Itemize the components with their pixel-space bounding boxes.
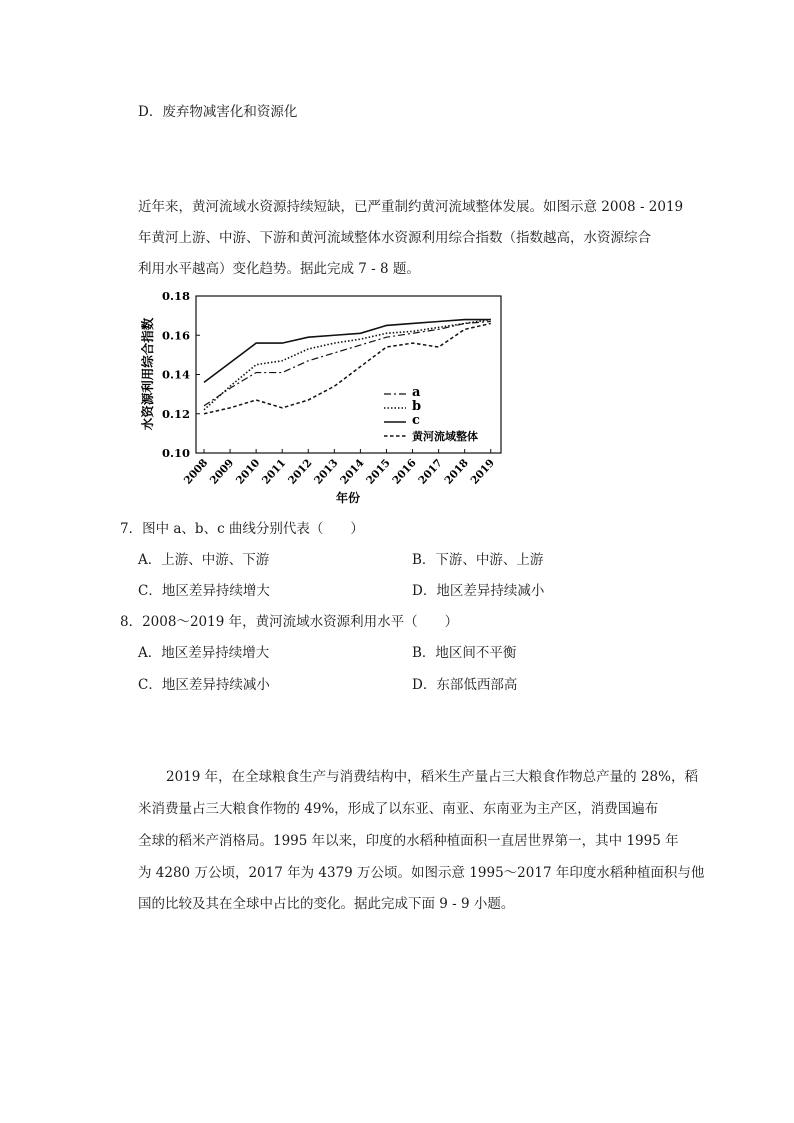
- x-tick-label: 2012: [286, 456, 315, 487]
- water-index-chart: [136, 288, 516, 510]
- chart-svg: [136, 288, 516, 510]
- x-tick-label: 2018: [442, 456, 471, 487]
- q7-option-b[interactable]: B．下游、中游、上游: [412, 552, 544, 568]
- passage1-line-2: 年黄河上游、中游、下游和黄河流域整体水资源利用综合指数（指数越高，水资源综合: [138, 230, 651, 246]
- y-axis-label: 水资源利用综合指数: [140, 317, 155, 431]
- legend-label-4: 黄河流域整体: [412, 430, 478, 443]
- passage1-line-3: 利用水平越高）变化趋势。据此完成 7 - 8 题。: [138, 261, 420, 277]
- q7-option-a[interactable]: A．上游、中游、下游: [138, 552, 270, 568]
- passage1-line-1: 近年来，黄河流域水资源持续短缺，已严重制约黄河流域整体发展。如图示意 2008 - 2019: [138, 199, 684, 215]
- y-tick-label: 0.14: [161, 367, 190, 382]
- x-tick-label: 2017: [416, 456, 445, 487]
- series-line-2: [204, 320, 491, 410]
- previous-option-d: D．废弃物减害化和资源化: [138, 104, 298, 120]
- passage2-line-5: 国的比较及其在全球中占比的变化。据此完成下面 9 - 9 小题。: [138, 896, 515, 912]
- q8-stem: 8．2008～2019 年，黄河流域水资源利用水平（ ）: [120, 614, 459, 630]
- series-line-4: [204, 323, 491, 413]
- y-tick-label: 0.18: [161, 289, 190, 303]
- x-tick-label: 2010: [233, 456, 263, 487]
- x-tick-label: 2008: [181, 456, 211, 487]
- x-tick-label: 2009: [207, 456, 237, 487]
- x-tick-label: 2014: [338, 456, 367, 487]
- x-tick-label: 2019: [468, 456, 497, 487]
- q8-option-b[interactable]: B．地区间不平衡: [412, 645, 517, 661]
- passage2-line-1: 2019 年，在全球粮食生产与消费结构中，稻米生产量占三大粮食作物总产量的 28%，稻: [166, 769, 698, 785]
- legend-label-3: c: [412, 413, 420, 428]
- y-tick-label: 0.12: [161, 406, 190, 421]
- x-tick-label: 2011: [259, 456, 289, 487]
- q7-option-d[interactable]: D．地区差异持续减小: [412, 583, 545, 599]
- q7-stem: 7．图中 a、b、c 曲线分别代表（ ）: [120, 521, 364, 537]
- x-tick-label: 2016: [390, 456, 419, 487]
- q8-option-c[interactable]: C．地区差异持续减小: [138, 677, 270, 693]
- passage2-line-2: 米消费量占三大粮食作物的 49%，形成了以东亚、南亚、东南亚为主产区，消费国遍布: [138, 801, 659, 817]
- legend-label-1: a: [412, 385, 421, 400]
- q7-option-c[interactable]: C．地区差异持续增大: [138, 583, 270, 599]
- x-tick-label: 2015: [364, 456, 393, 487]
- q8-option-d[interactable]: D．东部低西部高: [412, 677, 518, 693]
- legend-label-2: b: [412, 399, 422, 414]
- y-tick-label: 0.10: [161, 446, 190, 460]
- passage2-line-3: 全球的稻米产消格局。1995 年以来，印度的水稻种植面积一直居世界第一，其中 1995 年: [138, 833, 679, 849]
- x-axis-label: 年份: [335, 491, 361, 505]
- y-tick-label: 0.16: [161, 328, 190, 343]
- x-tick-label: 2013: [312, 456, 341, 487]
- q8-option-a[interactable]: A．地区差异持续增大: [138, 645, 270, 661]
- passage2-line-4: 为 4280 万公顷，2017 年为 4379 万公顷。如图示意 1995～2017 年印度水稻种植面积与他: [138, 865, 705, 881]
